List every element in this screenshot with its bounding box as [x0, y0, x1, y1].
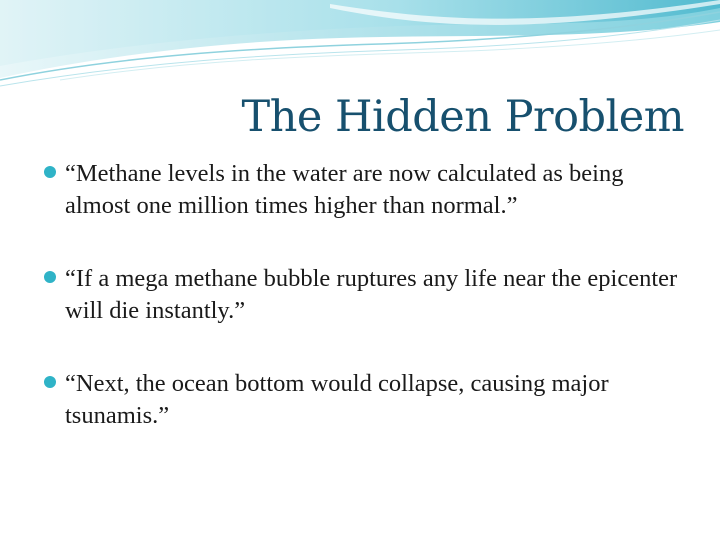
bullet-list: [44, 158, 694, 432]
bullet-text: “Next, the ocean bottom would collapse, causing major tsunamis.”: [65, 370, 609, 429]
slide-title: The Hidden Problem: [241, 92, 684, 142]
bullet-marker-icon: [44, 166, 56, 178]
bullet-item: [44, 158, 694, 222]
bullet-marker-icon: [44, 271, 56, 283]
wave-banner-decoration: [0, 0, 720, 100]
bullet-item: [44, 368, 694, 432]
bullet-text: “Methane levels in the water are now calculated as being almost one million times higher than normal.”: [65, 160, 624, 219]
bullet-marker-icon: [44, 376, 56, 388]
bullet-text: “If a mega methane bubble ruptures any life near the epicenter will die instantly.”: [65, 265, 678, 324]
bullet-item: [44, 263, 694, 327]
